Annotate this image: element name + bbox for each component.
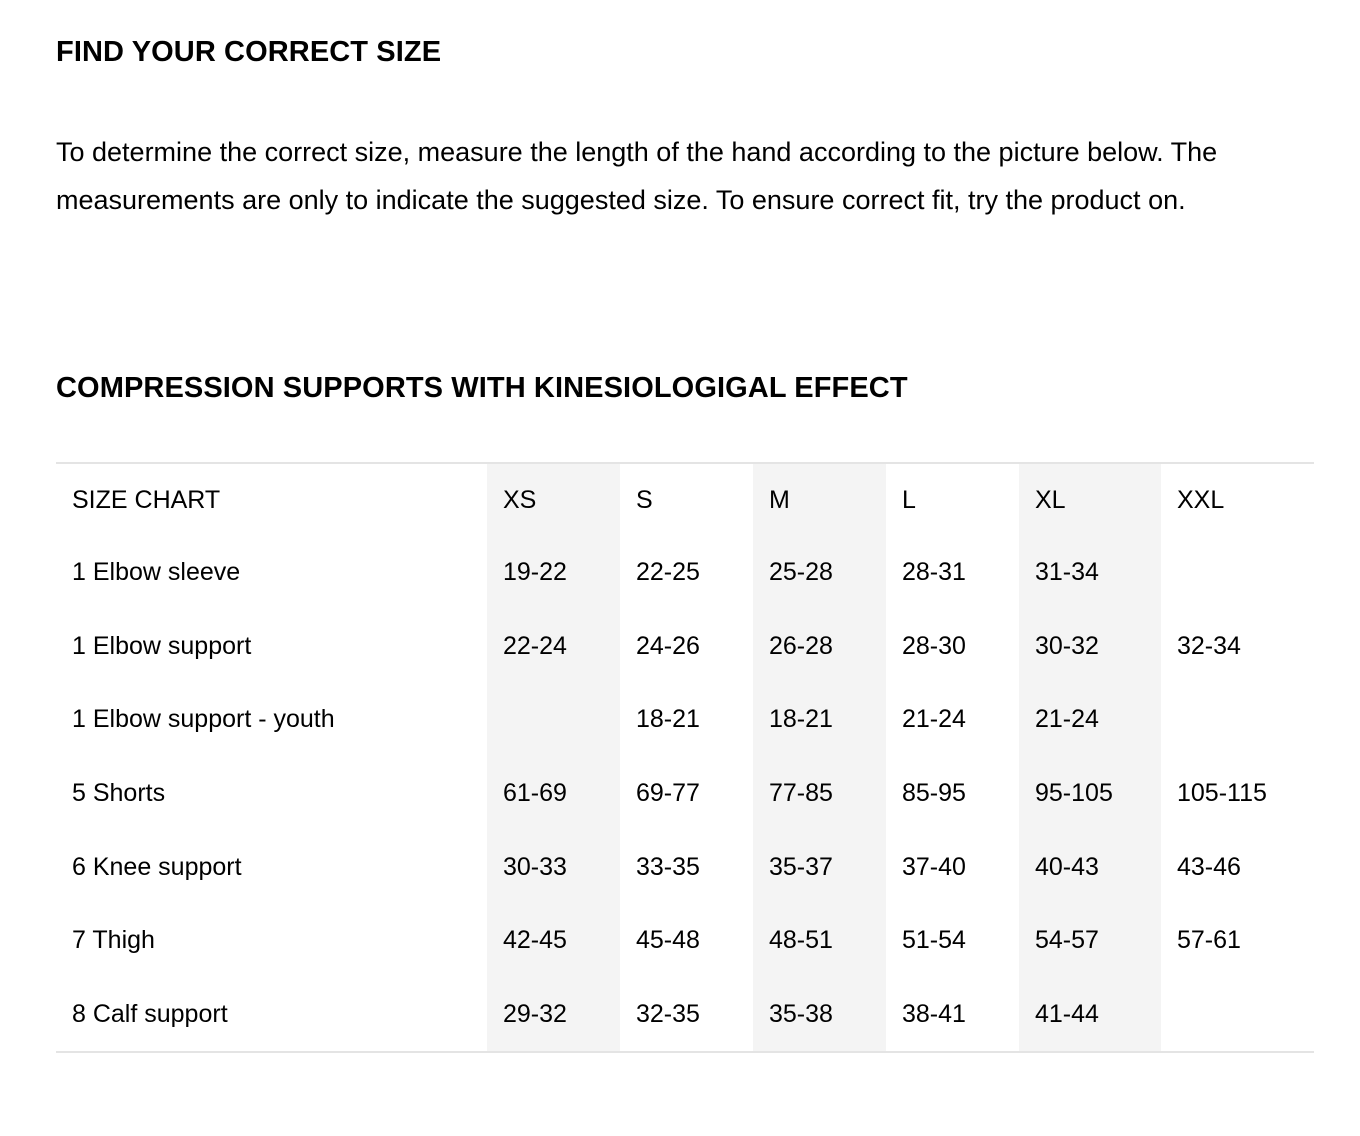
size-cell: 26-28 — [753, 610, 886, 684]
size-chart-table-container — [56, 462, 1314, 1053]
table-row — [56, 610, 1314, 684]
size-cell: 35-37 — [753, 830, 886, 904]
size-cell: 18-21 — [636, 705, 700, 734]
size-cell: 38-41 — [902, 999, 966, 1028]
size-cell: 28-31 — [902, 558, 966, 587]
product-name-cell: 1 Elbow support - youth — [72, 705, 335, 734]
size-cell: 30-33 — [487, 830, 620, 904]
product-name-cell: 8 Calf support — [72, 999, 228, 1028]
size-cell: 18-21 — [753, 683, 886, 757]
header-cell-s: S — [636, 485, 653, 514]
product-name-cell: 6 Knee support — [72, 852, 242, 881]
product-name-cell: 5 Shorts — [72, 779, 166, 808]
size-cell: 85-95 — [902, 779, 966, 808]
size-cell: 57-61 — [1177, 926, 1241, 955]
size-cell: 42-45 — [487, 904, 620, 978]
size-cell: 105-115 — [1177, 779, 1267, 808]
size-cell: 32-34 — [1177, 631, 1241, 660]
size-cell — [1161, 536, 1314, 610]
size-cell: 48-51 — [753, 904, 886, 978]
header-cell-size-chart: SIZE CHART — [72, 485, 221, 514]
size-cell: 19-22 — [487, 536, 620, 610]
header-cell-xxl: XXL — [1177, 485, 1225, 514]
size-cell: 37-40 — [902, 852, 966, 881]
size-cell: 31-34 — [1019, 536, 1161, 610]
size-cell — [1161, 683, 1314, 757]
size-cell: 69-77 — [636, 779, 700, 808]
size-cell: 51-54 — [902, 926, 966, 955]
product-name-cell: 1 Elbow sleeve — [72, 558, 241, 587]
table-row — [56, 904, 1314, 978]
size-cell: 25-28 — [753, 536, 886, 610]
header-cell-l: L — [902, 485, 916, 514]
size-cell: 61-69 — [487, 757, 620, 831]
table-row — [56, 536, 1314, 610]
size-cell: 24-26 — [636, 631, 700, 660]
size-cell: 22-25 — [636, 558, 700, 587]
size-cell: 41-44 — [1019, 978, 1161, 1052]
table-row — [56, 978, 1314, 1052]
header-cell-xl: XL — [1019, 464, 1161, 536]
size-cell: 43-46 — [1177, 852, 1241, 881]
size-cell: 32-35 — [636, 999, 700, 1028]
size-cell: 35-38 — [753, 978, 886, 1052]
header-cell-xs: XS — [487, 464, 620, 536]
size-cell: 54-57 — [1019, 904, 1161, 978]
size-cell: 28-30 — [902, 631, 966, 660]
size-cell: 29-32 — [487, 978, 620, 1052]
size-cell: 22-24 — [487, 610, 620, 684]
size-cell: 45-48 — [636, 926, 700, 955]
size-cell: 21-24 — [1019, 683, 1161, 757]
size-chart-table — [56, 464, 1314, 1051]
table-row — [56, 830, 1314, 904]
product-name-cell: 7 Thigh — [72, 926, 155, 955]
find-size-description: To determine the correct size, measure the length of the hand according to the picture below. The measurements are only to indicate the suggested size. To ensure correct fit, try the product on. — [56, 137, 1218, 215]
table-row — [56, 757, 1314, 831]
find-size-title: FIND YOUR CORRECT SIZE — [56, 36, 442, 68]
size-cell: 77-85 — [753, 757, 886, 831]
size-cell — [1161, 978, 1314, 1052]
size-cell: 95-105 — [1019, 757, 1161, 831]
compression-title: COMPRESSION SUPPORTS WITH KINESIOLOGIGAL EFFECT — [56, 372, 908, 404]
size-cell: 33-35 — [636, 852, 700, 881]
table-header-row — [56, 464, 1314, 536]
table-row — [56, 683, 1314, 757]
size-cell: 21-24 — [902, 705, 966, 734]
size-cell: 30-32 — [1019, 610, 1161, 684]
product-name-cell: 1 Elbow support — [72, 631, 252, 660]
size-cell: 40-43 — [1019, 830, 1161, 904]
size-cell — [487, 683, 620, 757]
header-cell-m: M — [753, 464, 886, 536]
